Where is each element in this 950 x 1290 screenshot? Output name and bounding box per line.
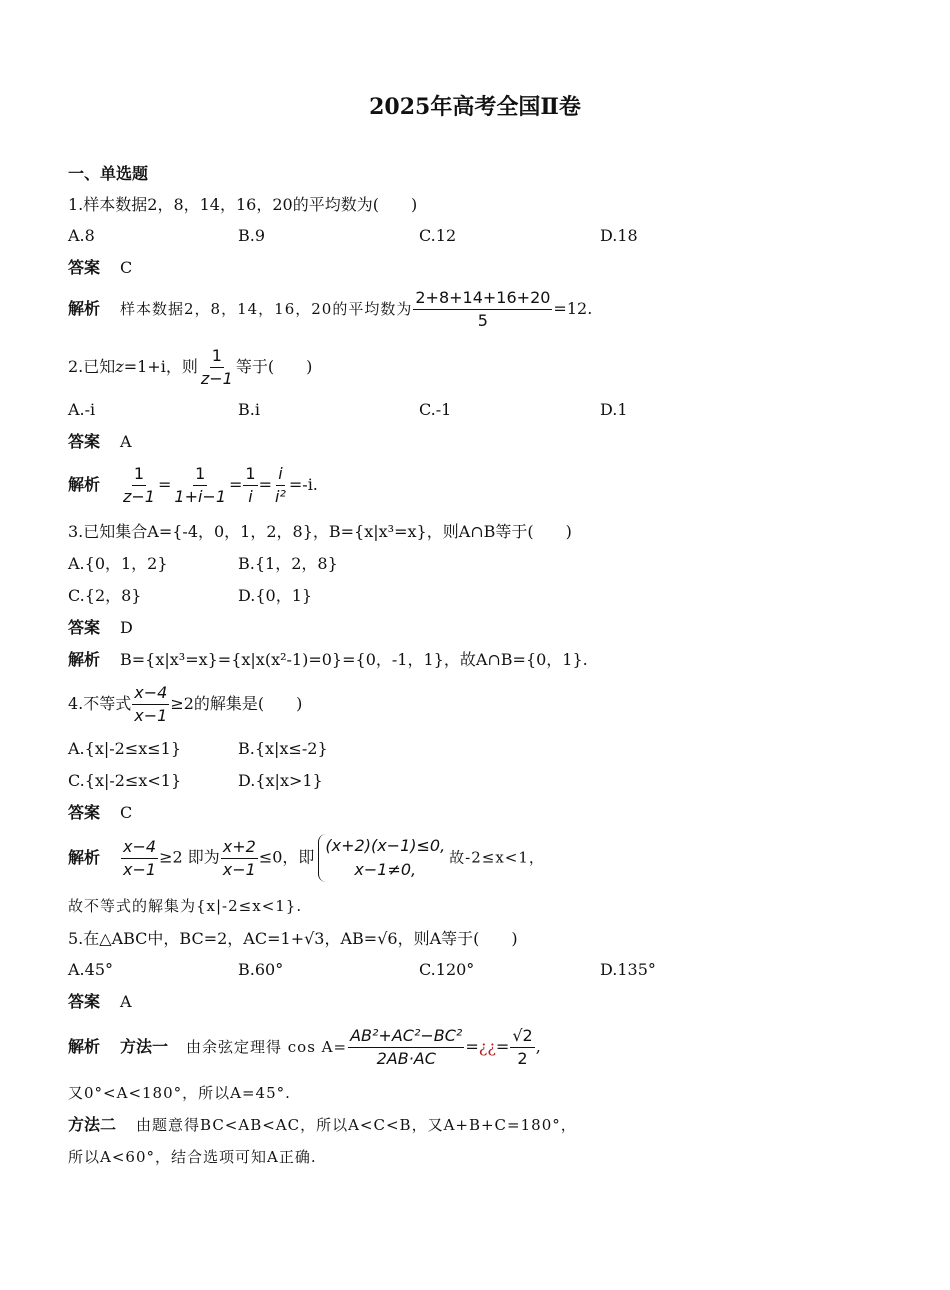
q1-answer-value: C (120, 258, 133, 277)
q2-stem (68, 346, 312, 389)
method-2-label: 方法二 (68, 1115, 117, 1134)
q5-method-2 (68, 1113, 577, 1137)
q2-frac-4-den: i² (275, 487, 286, 506)
q4-option-d: D.{x|x>1} (238, 771, 323, 790)
q2-answer (68, 430, 132, 454)
q2-analysis: 解析 $\frac{1}{z-1}$ = $\frac{1}{1+i-1}$ = $\frac{1}{i}$ = $\frac{i}{\text{i²}}$ =-i. (68, 464, 318, 506)
q4-a-frac-1-den: x−1 (123, 859, 157, 879)
q2-frac-1-num: 1 (132, 464, 146, 486)
q1-frac-num: 2+8+14+16+20 (413, 288, 552, 310)
q4-option-a: A.{x|-2≤x≤1} (68, 739, 182, 758)
q4-stem-post: ≥2的解集是( ) (170, 694, 303, 713)
q2-frac-2-den: 1+i−1 (174, 487, 227, 506)
answer-label: 答案 (68, 803, 101, 822)
q2-stem-post: 等于( ) (235, 357, 313, 376)
q1-stem: 1.样本数据2，8，14，16，20的平均数为( ) (68, 195, 418, 214)
analysis-label: 解析 (68, 650, 101, 669)
q4-system-line-1: (x+2)(x−1)≤0, (325, 836, 446, 855)
answer-label: 答案 (68, 258, 101, 277)
q4-stem (68, 683, 302, 726)
q1-fraction (413, 288, 552, 331)
q3-option-d: D.{0，1} (238, 586, 313, 605)
q5-method-2-text: 由题意得BC<AB<AC，所以A<C<B，又A+B+C=180°， (136, 1116, 577, 1134)
q5-option-a: A.45° (68, 960, 113, 979)
q5-cosine-frac-den: 2AB·AC (376, 1049, 436, 1068)
q2-frac-2 (172, 464, 228, 507)
method-1-label: 方法一 (120, 1037, 169, 1056)
q2-frac-4-num: i (276, 464, 284, 486)
q2-frac-3 (243, 464, 257, 507)
q4-option-b: B.{x|x≤-2} (238, 739, 328, 758)
q2-answer-value: A (120, 432, 132, 451)
q4-analysis-frac-2 (221, 837, 258, 880)
q2-frac-1-den: z−1 (123, 487, 155, 506)
q5-cosine-frac-num: AB²+AC²−BC² (348, 1026, 464, 1048)
q4-analysis-mid-1: ≥2 即为 (159, 847, 220, 867)
answer-label: 答案 (68, 432, 101, 451)
q4-inequality-system (318, 834, 445, 882)
q5-option-b: B.60° (238, 960, 284, 979)
answer-label: 答案 (68, 618, 101, 637)
analysis-label: 解析 (68, 299, 101, 318)
q5-answer-value: A (120, 992, 132, 1011)
q5-cosine-fraction (348, 1026, 464, 1069)
q2-stem-eq: =1+i，则 (123, 357, 198, 376)
q4-a-frac-2-num: x+2 (221, 837, 258, 859)
q4-analysis-line-2: 故不等式的解集为{x|-2≤x<1}. (68, 897, 303, 915)
analysis-label: 解析 (68, 1037, 101, 1056)
q5-option-d: D.135° (600, 960, 656, 979)
q2-stem-fraction (199, 346, 235, 389)
q3-analysis (68, 648, 588, 672)
q5-method-2-line-2: 所以A<60°，结合选项可知A正确. (68, 1148, 317, 1166)
q4-stem-frac-den: x−1 (134, 706, 168, 725)
q3-stem: 3.已知集合A={-4，0，1，2，8}，B={x|x³=x}，则A∩B等于( ) (68, 522, 572, 541)
q4-a-frac-1-num: x−4 (121, 837, 158, 859)
q4-system-line-2: x−1≠0, (354, 860, 417, 879)
q1-option-b: B.9 (238, 226, 266, 245)
q1-answer (68, 256, 132, 280)
q4-option-c: C.{x|-2≤x<1} (68, 771, 182, 790)
q4-analysis (68, 834, 545, 882)
q5-result-frac-num: √2 (510, 1026, 534, 1048)
q3-analysis-text: B={x|x³=x}={x|x(x²-1)=0}={0，-1，1}，故A∩B={0，1}. (120, 650, 588, 669)
q1-analysis-text: 样本数据2，8，14，16，20的平均数为 (120, 300, 413, 318)
q2-stem-frac-num: 1 (210, 346, 224, 368)
q5-method-1-text: 由余弦定理得 cos A= (186, 1038, 348, 1056)
analysis-label: 解析 (68, 847, 101, 867)
q3-option-b: B.{1，2，8} (238, 554, 338, 573)
q2-result: =-i. (288, 475, 318, 494)
answer-label: 答案 (68, 992, 101, 1011)
page-title: 2025年高考全国Ⅱ卷 (369, 94, 581, 120)
q1-frac-den: 5 (477, 311, 488, 330)
q4-answer (68, 801, 132, 825)
q4-analysis-post: 故-2≤x<1， (449, 848, 545, 867)
q5-answer (68, 990, 132, 1014)
q5-method-1-line-2: 又0°<A<180°，所以A=45°. (68, 1084, 291, 1102)
q4-stem-frac-num: x−4 (132, 683, 169, 705)
q4-stem-pre: 4.不等式 (68, 694, 132, 713)
q2-frac-3-num: 1 (243, 464, 257, 486)
q3-answer (68, 616, 133, 640)
q4-answer-value: C (120, 803, 133, 822)
q2-stem-frac-den: z−1 (200, 369, 233, 388)
q2-frac-1 (121, 464, 157, 507)
q2-option-b: B.i (238, 400, 260, 419)
analysis-label: 解析 (68, 475, 101, 494)
q5-method-1: 解析 方法一 由余弦定理得 cos A= $\frac{\text{AB²+AC²−BC²}}{2AB\cdot AC}$ =¿¿= $\frac{√2}{2}$ , (68, 1026, 541, 1068)
q1-option-c: C.12 (419, 226, 457, 245)
q2-stem-pre: 2.已知 (68, 357, 116, 376)
q4-analysis-frac-1 (121, 837, 158, 880)
q5-garbled-glyph: ¿¿ (478, 1037, 496, 1056)
q2-frac-4 (273, 464, 288, 507)
q5-result-frac-den: 2 (517, 1049, 528, 1068)
q5-stem: 5.在△ABC中，BC=2，AC=1+√3，AB=√6，则A等于( ) (68, 929, 518, 948)
section-heading: 一、单选题 (68, 164, 149, 183)
q1-result: =12. (553, 299, 593, 318)
q1-option-a: A.8 (68, 226, 95, 245)
q1-option-d: D.18 (600, 226, 638, 245)
q2-stem-z: z (115, 357, 124, 376)
q3-answer-value: D (120, 618, 133, 637)
q2-option-a: A.-i (68, 400, 96, 419)
q4-stem-fraction (132, 683, 169, 726)
q5-option-c: C.120° (419, 960, 475, 979)
q4-analysis-mid-2: ≤0，即 (258, 847, 315, 867)
q2-frac-2-num: 1 (193, 464, 207, 486)
q2-option-c: C.-1 (419, 400, 452, 419)
q4-a-frac-2-den: x−1 (222, 859, 256, 879)
q5-result-fraction (510, 1026, 534, 1069)
q2-option-d: D.1 (600, 400, 628, 419)
q3-option-a: A.{0，1，2} (68, 554, 168, 573)
q1-analysis (68, 288, 592, 331)
q2-frac-3-den: i (248, 487, 253, 506)
q3-option-c: C.{2，8} (68, 586, 142, 605)
